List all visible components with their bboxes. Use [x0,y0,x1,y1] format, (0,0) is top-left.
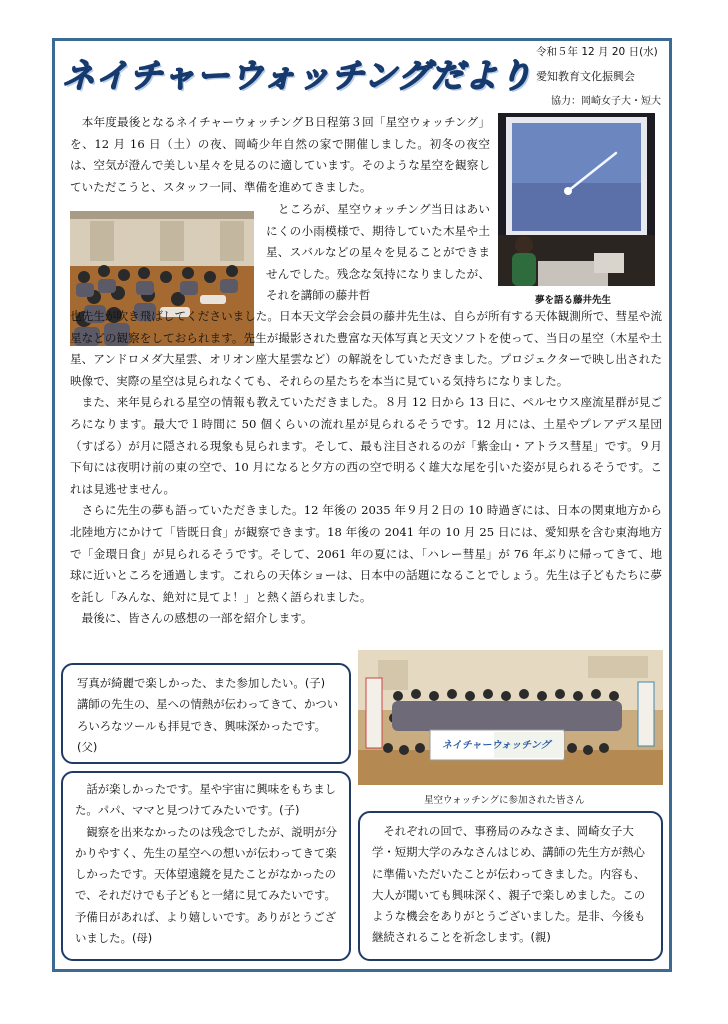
issue-date: 令和５年 12 月 20 日(水) [536,46,658,58]
comment-box-1 [61,663,351,764]
speaker-photo-art [498,113,655,286]
comment-text-2: 話が楽しかったです。星や宇宙に興味をもちました。パパ、ママと見つけてみたいです。(子) 観察を出来なかったのは残念でしたが、説明が分かりやすく、先生の星空への想いが伝わってきて楽しかったです。天体望遠鏡を見たことがなかったので、それだけでも子どもと一緒に見てみたいです。予備日があれば、より嬉しいです。ありがとうございました。(母) [75,782,337,946]
comment-box-3 [358,811,663,961]
group-photo-art [358,650,663,785]
speaker-photo-caption: 夢を語る藤井先生 [535,295,612,306]
newsletter-title: ネイチャーウォッチングだより [62,56,533,95]
comment-box-2 [61,771,351,961]
intro-paragraph: 本年度最後となるネイチャーウォッチングＢ日程第３回「星空ウォッチング」を、12 月 16 日（土）の夜、岡崎少年自然の家で開催しました。初冬の夜空は、空気が澄んで美しい星々を見るのに適しています。そのような星空を観察していただこうと、スタッフ一同、準備を進めてきました。 [70,115,490,194]
cooperation-credit: 協力：岡崎女子大・短大 [551,96,661,107]
speaker-photo [498,113,655,286]
group-photo-banner: ネイチャーウォッチング [442,740,551,751]
comment-text-3: それぞれの回で、事務局のみなさま、岡崎女子大学・短期大学のみなさんはじめ、講師の先生方が熱心に準備いただいたことが伝わってきました。内容も、大人が聞いても興味深く、親子で楽しめました。このような機会をありがとうございました。是非、今後も継続されることを祈念します。(親) [372,824,646,945]
organization-name: 愛知教育文化振興会 [536,70,635,83]
group-photo-caption: 星空ウォッチングに参加された皆さん [424,795,585,806]
comment-text-1: 写真が綺麗で楽しかった、また参加したい。(子) 講師の先生の、星への情熱が伝わってきて、かついろいろなツールも拝見でき、興味深かったです。(父) [77,676,339,754]
lecture-paragraphs: 也先生が吹き飛ばしてくださいました。日本天文学会会員の藤井先生は、自らが所有する天体観測所で、彗星や流星などの観察をしておられます。先生が撮影された豊富な天体写真と天文ソフトを使って、当日の星空（木星や土星、アンドロメダ大星雲、オリオン座大星雲など）の解説をしていただきました。プロジェクターで映し出された映像で、実際の星空は見られなくても、それらの星たちを本当に見ている気持ちになりました。 また、来年見られる星空の情報も教えていただきました。８月 12 日から 13 日に、ペルセウス座流星群が見ごろになります。最大で１時間に 50 個くらいの流れ星が見られるそうです。12 月には、土星やプレアデス星団（すばる）が月に隠される現象も見られます。そして、最も注目されるのが「紫金山・アトラス彗星」です。９月下旬には夜明け前の東の空で、10 月になると夕方の西の空で明るく雄大な尾を引いた姿が見られるそうです。これは見逃せません。 さらに先生の夢も語っていただきました。12 年後の 2035 年９月２日の 10 時過ぎには、日本の関東地方から北陸地方にかけて「皆既日食」が観察できます。18 年後の 2041 年の 10 月 25 日には、愛知県を含む東海地方で「金環日食」が見られるそうです。そして、2061 年の夏には、「ハレー彗星」が 76 年ぶりに帰ってきて、地球に近いところを通過します。これらの天体ショーは、日本中の話題になることでしょう。先生は子どもたちに夢を託し「みんな、絶対に見てよ！」と熱く語られました。 最後に、皆さんの感想の一部を紹介します。 [70,309,662,626]
group-photo [358,650,663,785]
weather-paragraph: ところが、星空ウォッチング当日はあいにくの小雨模様で、期待していた木星や土星、スバルなどの星々を見ることができませんでした。残念な気持になりましたが、それを講師の藤井哲 [266,202,490,303]
